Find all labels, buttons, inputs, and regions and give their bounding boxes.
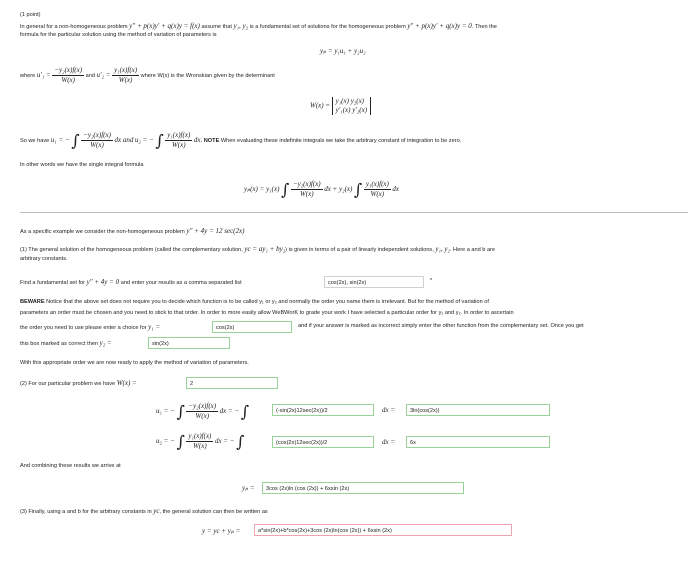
so-we-have-prefix: So we have (20, 137, 50, 144)
part1-end: . Here a and b are (449, 247, 496, 253)
u1-integral-lhs: u₁ = − (156, 406, 175, 415)
ode-homogeneous: y″ + p(x)y′ + q(x)y = 0 (407, 22, 472, 30)
ode-nonhomogeneous: y″ + p(x)y′ + q(x)y = f(x) (129, 22, 200, 30)
u1-label: u₁ = − (50, 135, 70, 144)
u2-dx-label: dx = (382, 438, 396, 446)
determinant-row-2: y′₁(x) y′₂(x) (335, 106, 368, 114)
u2-integral-frac (186, 432, 213, 451)
integral-sign: ∫ (176, 432, 185, 451)
yp-answer-input[interactable]: 3cos (2x)ln (cos (2x)) + 6xsin (2x) (262, 482, 464, 494)
dx-period: dx. (193, 135, 203, 144)
u1-prime-den: W(x) (61, 76, 75, 84)
example-ode: y″ + 4y = 12 sec(2x) (186, 227, 245, 235)
beware-text-1: Notice that the above set does not require you to decide which function is to be called y₁ or y₂ and normally the order you name them is irrelevant. But for the method of variation of (46, 299, 489, 305)
intro-line-2: formula for the particular solution using the method of variation of parameters is (20, 32, 217, 38)
u1-fraction (81, 131, 113, 150)
general-solution-label: y = yc + yₚ = (202, 527, 241, 535)
final-prefix: (3) Finally, using a and b for the arbitrary constants in (20, 509, 152, 515)
determinant-row-1: y₁(x) y₂(x) (335, 97, 365, 105)
and-word: and (85, 72, 95, 79)
intro-line-1 (20, 22, 497, 30)
find-prefix: Find a fundamental set for (20, 280, 85, 286)
y2-input[interactable]: sin(2x) (148, 337, 230, 349)
u2-prime-label: u′₂ = (96, 70, 111, 79)
combining-text: And combining these results we arrive at (20, 463, 121, 469)
part1-line-2: arbitrary constants. (20, 256, 68, 262)
intro-end: . Then the (471, 24, 497, 30)
integral-sign: ∫ (280, 180, 290, 199)
u2-fraction (165, 131, 192, 150)
other-words-text: In other words we have the single integral formula (20, 162, 144, 168)
note-text: When evaluating these indefinite integrals we take the arbitrary constant of integration to be zero. (220, 137, 462, 144)
where-line (20, 66, 275, 85)
single-formula-frac-2 (364, 180, 391, 199)
integral-sign: ∫ (155, 131, 164, 150)
intro-mid2: is a fundamental set of solutions for the homogeneous problem (249, 24, 406, 30)
fundamental-set-input[interactable]: cos(2x), sin(2x) (324, 276, 424, 288)
y2-label: y₂ = (99, 339, 112, 347)
u1-integral-mid: dx = − (219, 406, 240, 415)
beware-line-1 (20, 299, 489, 305)
so-we-have-line (20, 131, 461, 150)
u2-den: W(x) (171, 141, 186, 149)
u1-integral-num: −y₂(x)f(x) (188, 402, 217, 410)
part1-tail: ) is given in terms of a pair of linearly independent solutions, (285, 247, 434, 253)
u2-integral-den: W(x) (193, 442, 207, 450)
u2-answer-input[interactable]: 6x (406, 436, 550, 448)
single-formula-num-2: y₁(x)f(x) (365, 180, 389, 188)
final-tail: , the general solution can then be written as (159, 509, 268, 515)
single-formula-lhs: yₚ(x) = y₁(x) (244, 184, 280, 193)
example-intro (20, 227, 244, 235)
part1-line-1 (20, 245, 495, 253)
note-label: NOTE (203, 137, 220, 144)
part1-y1y2: y₁, y₂ (435, 245, 450, 253)
u1-prime-fraction (52, 66, 84, 85)
u2-integral-mid: dx = − (214, 436, 235, 445)
u1-prime-num: −y₂(x)f(x) (54, 66, 83, 74)
u2-label: u₂ = − (134, 135, 154, 144)
points-label: (1 point) (20, 12, 41, 18)
u1-num: −y₂(x)f(x) (83, 131, 111, 139)
divider (20, 212, 688, 213)
part2-prefix: (2) For our particular problem we have (20, 381, 116, 387)
u1-integral-den: W(x) (195, 412, 210, 420)
find-ode: y″ + 4y = 0 (86, 278, 120, 286)
beware-prefix-4: this box marked as correct then (20, 341, 99, 347)
single-formula-den-1: W(x) (299, 190, 314, 198)
part1-text: (1) The general solution of the homogeneous problem (called the complementary solution, (20, 247, 243, 253)
intro-y1y2: y₁, y₂ (233, 22, 249, 30)
u1-integrand-input[interactable]: (-sin(2x)12sec(2x))/2 (272, 404, 374, 416)
u2-integral-num: y₁(x)f(x) (188, 432, 212, 440)
u1-dx-label: dx = (382, 406, 396, 414)
integral-sign: ∫ (176, 402, 185, 421)
u2-prime-den: W(x) (118, 76, 133, 84)
find-line (20, 278, 242, 286)
u2-num: y₁(x)f(x) (167, 131, 191, 139)
beware-label: BEWARE (20, 299, 45, 305)
final-yc: yc (153, 507, 160, 515)
single-formula-mid: dx + y₂(x) (324, 184, 353, 193)
integral-sign: ∫ (353, 180, 363, 199)
example-intro-prefix: As a specific example we consider the non-homogeneous problem (20, 229, 185, 235)
beware-prefix-3: the order you need to use please enter a choice for (20, 325, 147, 331)
beware-line-2: parameters an order must be chosen and you need to stick to that order. In order to more easily allow WeBWorK to grade your work I have selected a particular order for y₁ and y₂. In order to ascertain (20, 310, 514, 316)
u2-prime-num: y₁(x)f(x) (114, 66, 138, 74)
u2-integral-lhs: u₂ = − (156, 436, 175, 445)
u1-prime-label: u′₁ = (36, 70, 51, 79)
beware-line-4 (20, 339, 112, 347)
wx-label: W(x) = (116, 379, 137, 387)
final-line (20, 507, 268, 515)
u1-integral-frac (186, 402, 218, 421)
u2-integrand-input[interactable]: (cos(2x)12sec(2x))/2 (272, 436, 374, 448)
yp-label: yₚ = (242, 484, 255, 492)
find-tail: and enter your results as a comma separated list (120, 280, 242, 286)
single-formula-frac-1 (291, 180, 323, 199)
wronskian-determinant (310, 97, 371, 115)
integral-sign: ∫ (236, 432, 245, 451)
beware-line-3 (20, 323, 160, 331)
dx-and: dx and (114, 135, 134, 144)
u2-integral-expression (156, 432, 244, 451)
single-formula-num-1: −y₂(x)f(x) (292, 180, 321, 188)
single-formula-den-2: W(x) (370, 190, 385, 198)
single-integral-formula (244, 180, 399, 199)
beware-tail-3: and if your answer is marked as incorrect simply enter the other function from the complementary set. Once you get (298, 323, 584, 329)
integral-sign: ∫ (240, 402, 250, 421)
approach-text: With this appropriate order we are now ready to apply the method of variation of parameters. (20, 360, 249, 366)
yp-formula: yₚ = y₁u₁ + y₂u₂ (320, 47, 366, 55)
intro-prefix: In general for a non-homogeneous problem (20, 24, 128, 30)
u1-integral-expression (156, 402, 249, 421)
required-star: * (430, 278, 433, 284)
u2-prime-fraction (112, 66, 139, 85)
determinant-matrix (332, 97, 371, 115)
u1-answer-input[interactable]: 3ln(cos(2x)) (406, 404, 550, 416)
where-tail: where W(x) is the Wronskian given by the determinant (140, 72, 275, 79)
where-word: where (20, 72, 36, 79)
single-formula-tail: dx (392, 184, 400, 193)
yc-expression: yc = ay₁ + by₂ (244, 245, 286, 253)
wronskian-lhs: W(x) = (310, 101, 331, 110)
y1-label: y₁ = (148, 323, 161, 331)
integral-sign: ∫ (71, 131, 80, 150)
wronskian-input[interactable]: 2 (186, 377, 278, 389)
part2-line (20, 379, 137, 387)
general-solution-input[interactable]: a*sin(2x)+b*cos(2x)+3cos (2x)ln(cos (2x)) + 6xsin (2x) (254, 524, 512, 536)
u1-den: W(x) (90, 141, 104, 149)
intro-mid: assume that (201, 24, 232, 30)
y1-input[interactable]: cos(2x) (212, 321, 292, 333)
